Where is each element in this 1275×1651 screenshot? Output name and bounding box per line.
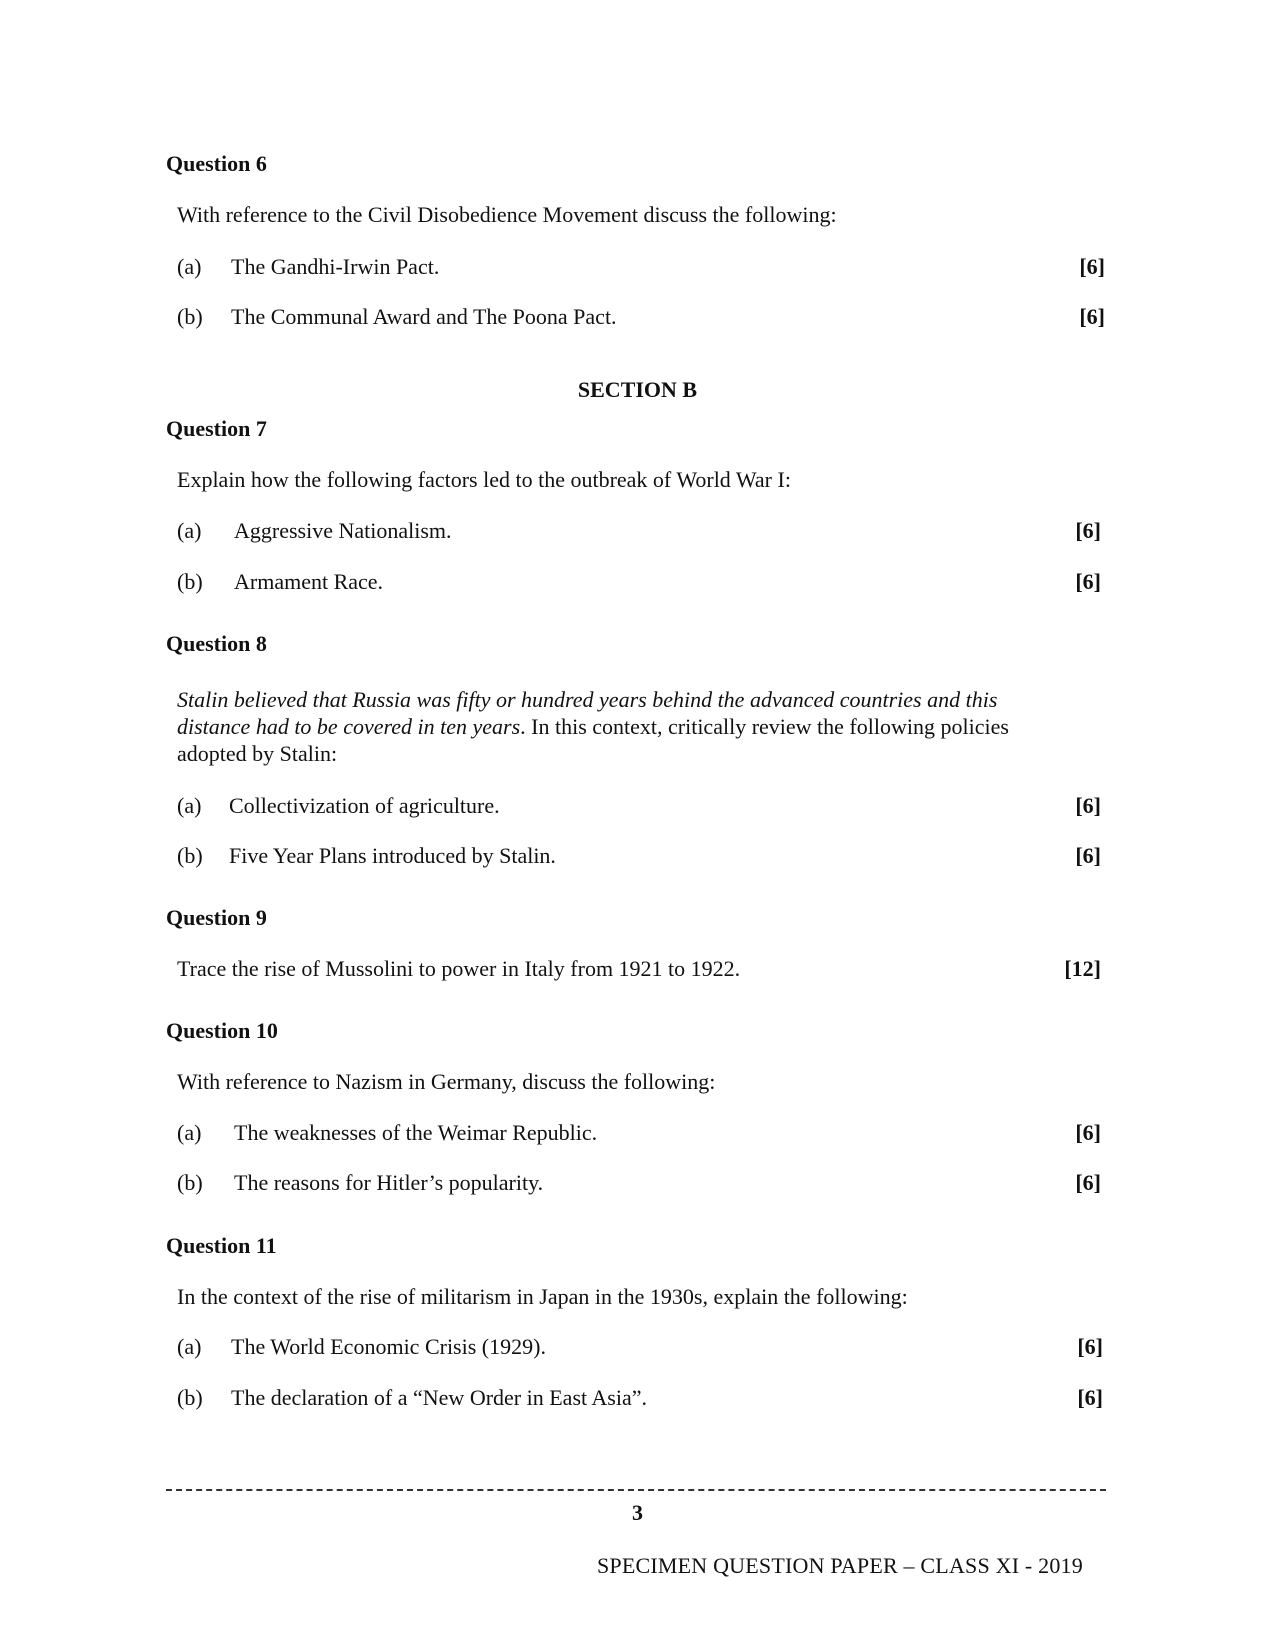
- question-7a-text: Aggressive Nationalism.: [234, 518, 452, 543]
- question-8-stem-rest: . In this context, critically review the following policies adopted by Stalin:: [177, 714, 1009, 766]
- question-8a-marks: [6]: [1075, 793, 1101, 818]
- question-10a-marks: [6]: [1075, 1120, 1101, 1145]
- question-8b-marks: [6]: [1075, 843, 1101, 868]
- question-7a-marks: [6]: [1075, 518, 1101, 543]
- question-11b-label: (b): [177, 1385, 203, 1410]
- question-6-stem: With reference to the Civil Disobedience Movement discuss the following:: [177, 202, 837, 227]
- question-6-heading: Question 6: [166, 151, 267, 176]
- footer-text: SPECIMEN QUESTION PAPER – CLASS XI - 2019: [597, 1553, 1083, 1578]
- question-6a-marks: [6]: [1079, 254, 1105, 279]
- question-7a-label: (a): [177, 518, 202, 543]
- question-10a-label: (a): [177, 1120, 202, 1145]
- question-10b-text: The reasons for Hitler’s popularity.: [234, 1170, 544, 1195]
- question-10b-label: (b): [177, 1170, 203, 1195]
- question-11b-text: The declaration of a “New Order in East Asia”.: [231, 1385, 647, 1410]
- question-8a-text: Collectivization of agriculture.: [229, 793, 500, 818]
- question-10a-text: The weaknesses of the Weimar Republic.: [234, 1120, 598, 1145]
- question-11-heading: Question 11: [166, 1233, 277, 1258]
- question-9-marks: [12]: [1064, 956, 1101, 981]
- question-8b-label: (b): [177, 843, 203, 868]
- question-8b-text: Five Year Plans introduced by Stalin.: [229, 843, 556, 868]
- question-7-stem: Explain how the following factors led to the outbreak of World War I:: [177, 467, 791, 492]
- question-6b-text: The Communal Award and The Poona Pact.: [231, 304, 617, 329]
- question-7b-label: (b): [177, 569, 203, 594]
- question-11a-marks: [6]: [1077, 1334, 1103, 1359]
- question-8-stem: [177, 686, 1037, 767]
- question-11-stem: In the context of the rise of militarism in Japan in the 1930s, explain the following:: [177, 1284, 908, 1309]
- footer-divider: [166, 1489, 1106, 1491]
- question-11a-text: The World Economic Crisis (1929).: [231, 1334, 546, 1359]
- question-11a-label: (a): [177, 1334, 202, 1359]
- question-9-stem: Trace the rise of Mussolini to power in Italy from 1921 to 1922.: [177, 956, 741, 981]
- question-6b-label: (b): [177, 304, 203, 329]
- section-b-heading: SECTION B: [577, 377, 698, 402]
- question-8-heading: Question 8: [166, 631, 267, 656]
- question-10-heading: Question 10: [166, 1018, 278, 1043]
- question-6b-marks: [6]: [1079, 304, 1105, 329]
- page-number: 3: [632, 1500, 643, 1525]
- question-11b-marks: [6]: [1077, 1385, 1103, 1410]
- question-8a-label: (a): [177, 793, 202, 818]
- question-8-stem-quote: Stalin believed that Russia was fifty or hundred years behind the advanced countries and this distance had to be covered in ten years: [177, 687, 998, 739]
- question-6a-label: (a): [177, 254, 202, 279]
- question-10-stem: With reference to Nazism in Germany, discuss the following:: [177, 1069, 716, 1094]
- question-7-heading: Question 7: [166, 416, 267, 441]
- question-7b-marks: [6]: [1075, 569, 1101, 594]
- question-10b-marks: [6]: [1075, 1170, 1101, 1195]
- question-9-heading: Question 9: [166, 905, 267, 930]
- question-6a-text: The Gandhi-Irwin Pact.: [231, 254, 440, 279]
- question-7b-text: Armament Race.: [234, 569, 384, 594]
